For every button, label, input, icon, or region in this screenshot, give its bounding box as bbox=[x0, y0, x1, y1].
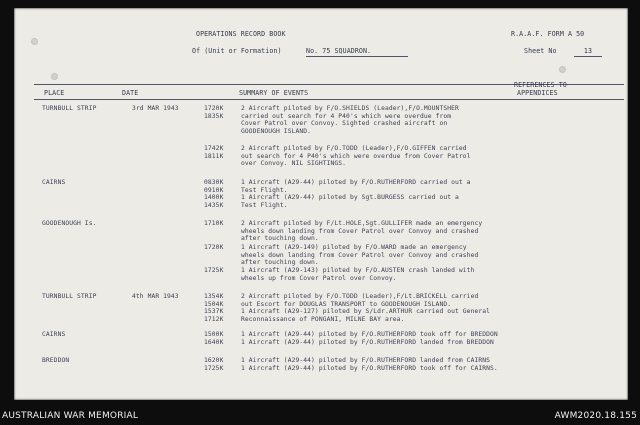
entry-summary-line: out Escort for DOUGLAS TRANSPORT to GOODENOUGH ISLAND. bbox=[241, 300, 452, 308]
entry-place: TURNBULL STRIP bbox=[42, 293, 97, 300]
entry-time: 1811K bbox=[204, 152, 224, 160]
entry-summary-line: Test Flight. bbox=[241, 186, 288, 194]
sheet-number: 13 bbox=[574, 48, 602, 57]
entry-date: 3rd MAR 1943 bbox=[132, 105, 179, 112]
entry-summary-line: Reconnaissance of PONGANI, MILNE BAY area. bbox=[241, 315, 405, 323]
entry-summary-line: wheels up from Cover Patrol over Convoy. bbox=[241, 274, 397, 282]
entry-summary-line: carried out search for 4 P40's which were overdue from bbox=[241, 112, 452, 120]
entry-time: 1504K bbox=[204, 300, 224, 308]
entry-summary-line: Test Flight. bbox=[241, 201, 288, 209]
entry-time: 1742K bbox=[204, 145, 224, 152]
entry-time: 1725K bbox=[204, 364, 224, 372]
entry-summary-line: wheels down landing from Cover Patrol over Convoy and crashed bbox=[241, 251, 479, 259]
entry-time: 1354K bbox=[204, 293, 224, 300]
form-title: OPERATIONS RECORD BOOK bbox=[196, 30, 286, 38]
entry-summary-line: wheels down landing from Cover Patrol over Convoy and crashed bbox=[241, 227, 479, 235]
sheet-label: Sheet No bbox=[524, 47, 557, 55]
entry-summary-line: 1 Aircraft (A29-44) piloted by F/O.RUTHERFORD landed from BREDDON bbox=[241, 338, 494, 346]
entry-time: 1725K bbox=[204, 267, 224, 274]
entry-summary-line: 1 Aircraft (A29-44) piloted by Sgt.BURGESS carried out a bbox=[241, 194, 459, 202]
col-summary: SUMMARY OF EVENTS bbox=[239, 89, 309, 97]
entry-summary-line: out search for 4 P40's which were overdue from Cover Patrol bbox=[241, 152, 471, 160]
entry-place: GOODENOUGH Is. bbox=[42, 220, 97, 227]
entry-time: 1835K bbox=[204, 112, 224, 120]
entry-summary-line: after touching down. bbox=[241, 235, 319, 243]
entry-time: 1435K bbox=[204, 201, 224, 209]
entry-time: 1500K bbox=[204, 331, 224, 338]
entry-summary-line: 2 Aircraft piloted by F/Lt.HOLE,Sgt.GULLIFER made an emergency bbox=[241, 220, 483, 227]
entry-time: 1720K bbox=[204, 105, 224, 112]
punch-hole bbox=[559, 66, 566, 73]
entry-summary-line: 1 Aircraft (A29-44) piloted by F/O.RUTHERFORD landed from CAIRNS bbox=[241, 357, 491, 364]
entry-time: 1720K bbox=[204, 244, 224, 251]
footer-credit: AUSTRALIAN WAR MEMORIAL bbox=[2, 411, 139, 421]
entry-summary-line: 1 Aircraft (A29-149) piloted by F/O.WARD made an emergency bbox=[241, 244, 467, 251]
entry-summary-line: 2 Aircraft piloted by F/O.TODD (Leader),F/O.GIFFEN carried bbox=[241, 145, 467, 152]
col-place: PLACE bbox=[44, 89, 65, 97]
entry-summary-line: after touching down. bbox=[241, 259, 319, 267]
entry-summary-line: 1 Aircraft (A29-44) piloted by F/O.RUTHERFORD carried out a bbox=[241, 179, 471, 186]
entry-time: 1620K bbox=[204, 357, 224, 364]
entry-date: 4th MAR 1943 bbox=[132, 293, 179, 300]
entry-summary-line: over Convoy. NIL SIGHTINGS. bbox=[241, 160, 347, 168]
entry-summary-line: 1 Aircraft (A29-143) piloted by F/O.AUSTEN crash landed with bbox=[241, 267, 475, 274]
entry-time: 0910K bbox=[204, 186, 224, 194]
footer-accession: AWM2020.18.155 bbox=[554, 411, 637, 421]
entry-time: 1537K bbox=[204, 308, 224, 316]
entry-place: CAIRNS bbox=[42, 331, 66, 338]
entry-place: BREDDON bbox=[42, 357, 70, 364]
entry-summary-line: 1 Aircraft (A29-127) piloted by S/Ldr.ARTHUR carried out General bbox=[241, 308, 491, 316]
entry-place: CAIRNS bbox=[42, 179, 66, 186]
unit-name: No. 75 SQUADRON. bbox=[306, 48, 408, 57]
entry-summary-line: 2 Aircraft piloted by F/O.TODD (Leader),F/Lt.BRICKELL carried bbox=[241, 293, 479, 300]
entry-summary-line: 1 Aircraft (A29-44) piloted by F/O.RUTHERFORD took off for CAIRNS. bbox=[241, 364, 498, 372]
entry-time: 1710K bbox=[204, 220, 224, 227]
entry-summary-line: 2 Aircraft piloted by F/O.SHIELDS (Leader),F/O.MOUNTSHER bbox=[241, 105, 459, 112]
col-references: REFERENCES TO bbox=[514, 81, 567, 89]
col-date: DATE bbox=[122, 89, 139, 97]
unit-label: Of (Unit or Formation) bbox=[192, 47, 282, 55]
header-rule bbox=[34, 99, 624, 100]
entry-time: 0830K bbox=[204, 179, 224, 186]
entry-summary-line: 1 Aircraft (A29-44) piloted by F/O.RUTHERFORD took off for BREDDON bbox=[241, 331, 498, 338]
entry-time: 1400K bbox=[204, 194, 224, 202]
document-page bbox=[14, 8, 628, 400]
punch-hole bbox=[51, 73, 58, 80]
entry-time: 1640K bbox=[204, 338, 224, 346]
punch-hole bbox=[31, 38, 38, 45]
entry-place: TURNBULL STRIP bbox=[42, 105, 97, 112]
entry-summary-line: Cover Patrol over Convoy. Sighted crashed aircraft on bbox=[241, 120, 448, 128]
form-number: R.A.A.F. FORM A 50 bbox=[511, 30, 585, 38]
entry-time: 1712K bbox=[204, 315, 224, 323]
col-appendices: APPENDICES bbox=[517, 89, 558, 97]
entry-summary-line: GOODENOUGH ISLAND. bbox=[241, 127, 312, 135]
